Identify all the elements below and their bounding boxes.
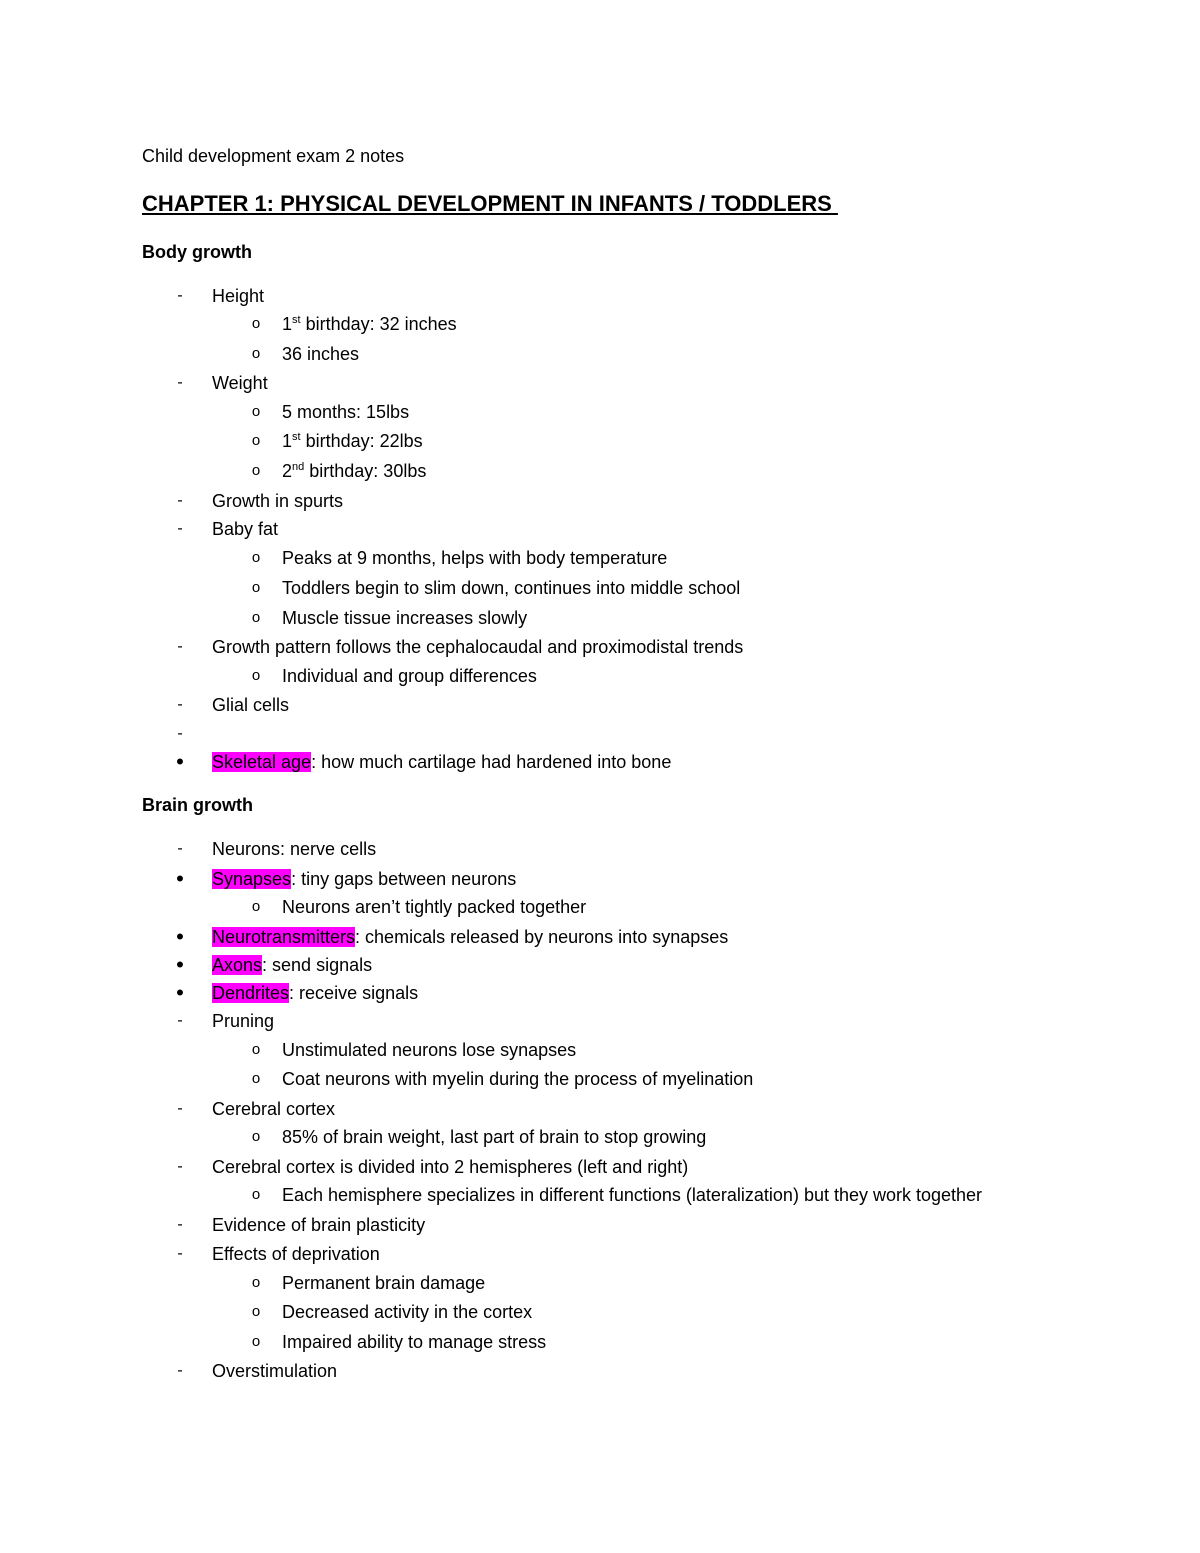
circle-bullet: o — [251, 1274, 261, 1291]
dot-bullet: • — [176, 952, 184, 977]
term-definition-text: : chemicals released by neurons into synapses — [355, 927, 729, 947]
ordinal-suffix: nd — [292, 461, 305, 473]
dash-bullet: - — [177, 1245, 183, 1262]
term-definition — [212, 866, 516, 892]
dash-bullet: - — [177, 696, 183, 713]
sub-item-text: Peaks at 9 months, helps with body temperature — [282, 548, 668, 568]
dash-bullet: - — [177, 287, 183, 304]
sub-item-text-rest: birthday: 30lbs — [304, 461, 427, 481]
list-item-text: Height — [212, 286, 265, 306]
sub-item-text: Muscle tissue increases slowly — [282, 608, 528, 628]
ordinal-suffix: st — [292, 431, 301, 443]
section-heading-brain-growth: Brain growth — [142, 795, 253, 815]
sub-item-text: 5 months: 15lbs — [282, 402, 410, 422]
highlighted-term: Dendrites — [212, 983, 290, 1003]
sub-item-text: Coat neurons with myelin during the process of myelination — [282, 1069, 754, 1089]
circle-bullet: o — [251, 462, 261, 479]
circle-bullet: o — [251, 549, 261, 566]
list-item-text: Pruning — [212, 1011, 275, 1031]
sub-item-text-rest: birthday: 22lbs — [300, 431, 423, 451]
highlighted-term: Axons — [212, 955, 263, 975]
dash-bullet: - — [177, 1012, 183, 1029]
dot-bullet: • — [176, 749, 184, 774]
list-item-text: Cerebral cortex is divided into 2 hemispheres (left and right) — [212, 1157, 689, 1177]
dash-bullet: - — [177, 1362, 183, 1379]
list-item-text: Cerebral cortex — [212, 1099, 336, 1119]
sub-item-text: Toddlers begin to slim down, continues into middle school — [282, 578, 741, 598]
list-item-text: Evidence of brain plasticity — [212, 1215, 426, 1235]
circle-bullet: o — [251, 609, 261, 626]
sub-item-text: Impaired ability to manage stress — [282, 1332, 547, 1352]
term-definition-text: : tiny gaps between neurons — [291, 869, 517, 889]
sub-item-text: 85% of brain weight, last part of brain to stop growing — [282, 1127, 707, 1147]
chapter-heading: CHAPTER 1: PHYSICAL DEVELOPMENT IN INFANTS / TODDLERS — [142, 191, 838, 216]
dash-bullet: - — [177, 1216, 183, 1233]
circle-bullet: o — [251, 1333, 261, 1350]
list-item-text: Baby fat — [212, 519, 279, 539]
term-definition-text: : how much cartilage had hardened into bone — [311, 752, 672, 772]
circle-bullet: o — [251, 345, 261, 362]
circle-bullet: o — [251, 315, 261, 332]
list-item-text: Growth in spurts — [212, 491, 344, 511]
document-title: Child development exam 2 notes — [142, 146, 405, 166]
sub-item-text: Permanent brain damage — [282, 1273, 486, 1293]
ordinal-number: 2 — [282, 461, 293, 481]
dash-bullet: - — [177, 1100, 183, 1117]
circle-bullet: o — [251, 403, 261, 420]
circle-bullet: o — [251, 432, 261, 449]
list-item-text: Growth pattern follows the cephalocaudal and proximodistal trends — [212, 637, 744, 657]
circle-bullet: o — [251, 1041, 261, 1058]
ordinal-number: 1 — [282, 431, 293, 451]
sub-item-text-rest: birthday: 32 inches — [300, 314, 457, 334]
list-item-text: Neurons: nerve cells — [212, 839, 377, 859]
list-item-text: Effects of deprivation — [212, 1244, 380, 1264]
sub-item-text: Individual and group differences — [282, 666, 537, 686]
sub-item-text: Unstimulated neurons lose synapses — [282, 1040, 577, 1060]
ordinal-number: 1 — [282, 314, 293, 334]
term-definition-text: : send signals — [262, 955, 373, 975]
sub-item-text: Decreased activity in the cortex — [282, 1302, 533, 1322]
term-definition — [212, 749, 671, 775]
circle-bullet: o — [251, 1303, 261, 1320]
dot-bullet: • — [176, 980, 184, 1005]
dash-bullet: - — [177, 725, 183, 742]
circle-bullet: o — [251, 1186, 261, 1203]
circle-bullet: o — [251, 1128, 261, 1145]
circle-bullet: o — [251, 579, 261, 596]
sub-item-text: 36 inches — [282, 344, 360, 364]
highlighted-term: Synapses — [212, 869, 292, 889]
circle-bullet: o — [251, 898, 261, 915]
sub-item-text — [282, 311, 457, 337]
dash-bullet: - — [177, 374, 183, 391]
sub-item-text — [282, 458, 426, 484]
term-definition-text: : receive signals — [289, 983, 419, 1003]
sub-item-text: Neurons aren’t tightly packed together — [282, 897, 587, 917]
highlighted-term: Neurotransmitters — [212, 927, 356, 947]
circle-bullet: o — [251, 667, 261, 684]
dash-bullet: - — [177, 840, 183, 857]
dash-bullet: - — [177, 638, 183, 655]
circle-bullet: o — [251, 1070, 261, 1087]
dash-bullet: - — [177, 520, 183, 537]
ordinal-suffix: st — [292, 314, 301, 326]
dash-bullet: - — [177, 1158, 183, 1175]
term-definition — [212, 980, 418, 1006]
term-definition — [212, 952, 372, 978]
section-heading-body-growth: Body growth — [142, 242, 252, 262]
term-definition — [212, 924, 728, 950]
sub-item-text: Each hemisphere specializes in different functions (lateralization) but they work together — [282, 1185, 983, 1205]
sub-item-text — [282, 428, 423, 454]
list-item-text: Overstimulation — [212, 1361, 338, 1381]
list-item-text: Glial cells — [212, 695, 290, 715]
dot-bullet: • — [176, 866, 184, 891]
list-item-text: Weight — [212, 373, 268, 393]
dot-bullet: • — [176, 924, 184, 949]
dash-bullet: - — [177, 492, 183, 509]
highlighted-term: Skeletal age — [212, 752, 312, 772]
